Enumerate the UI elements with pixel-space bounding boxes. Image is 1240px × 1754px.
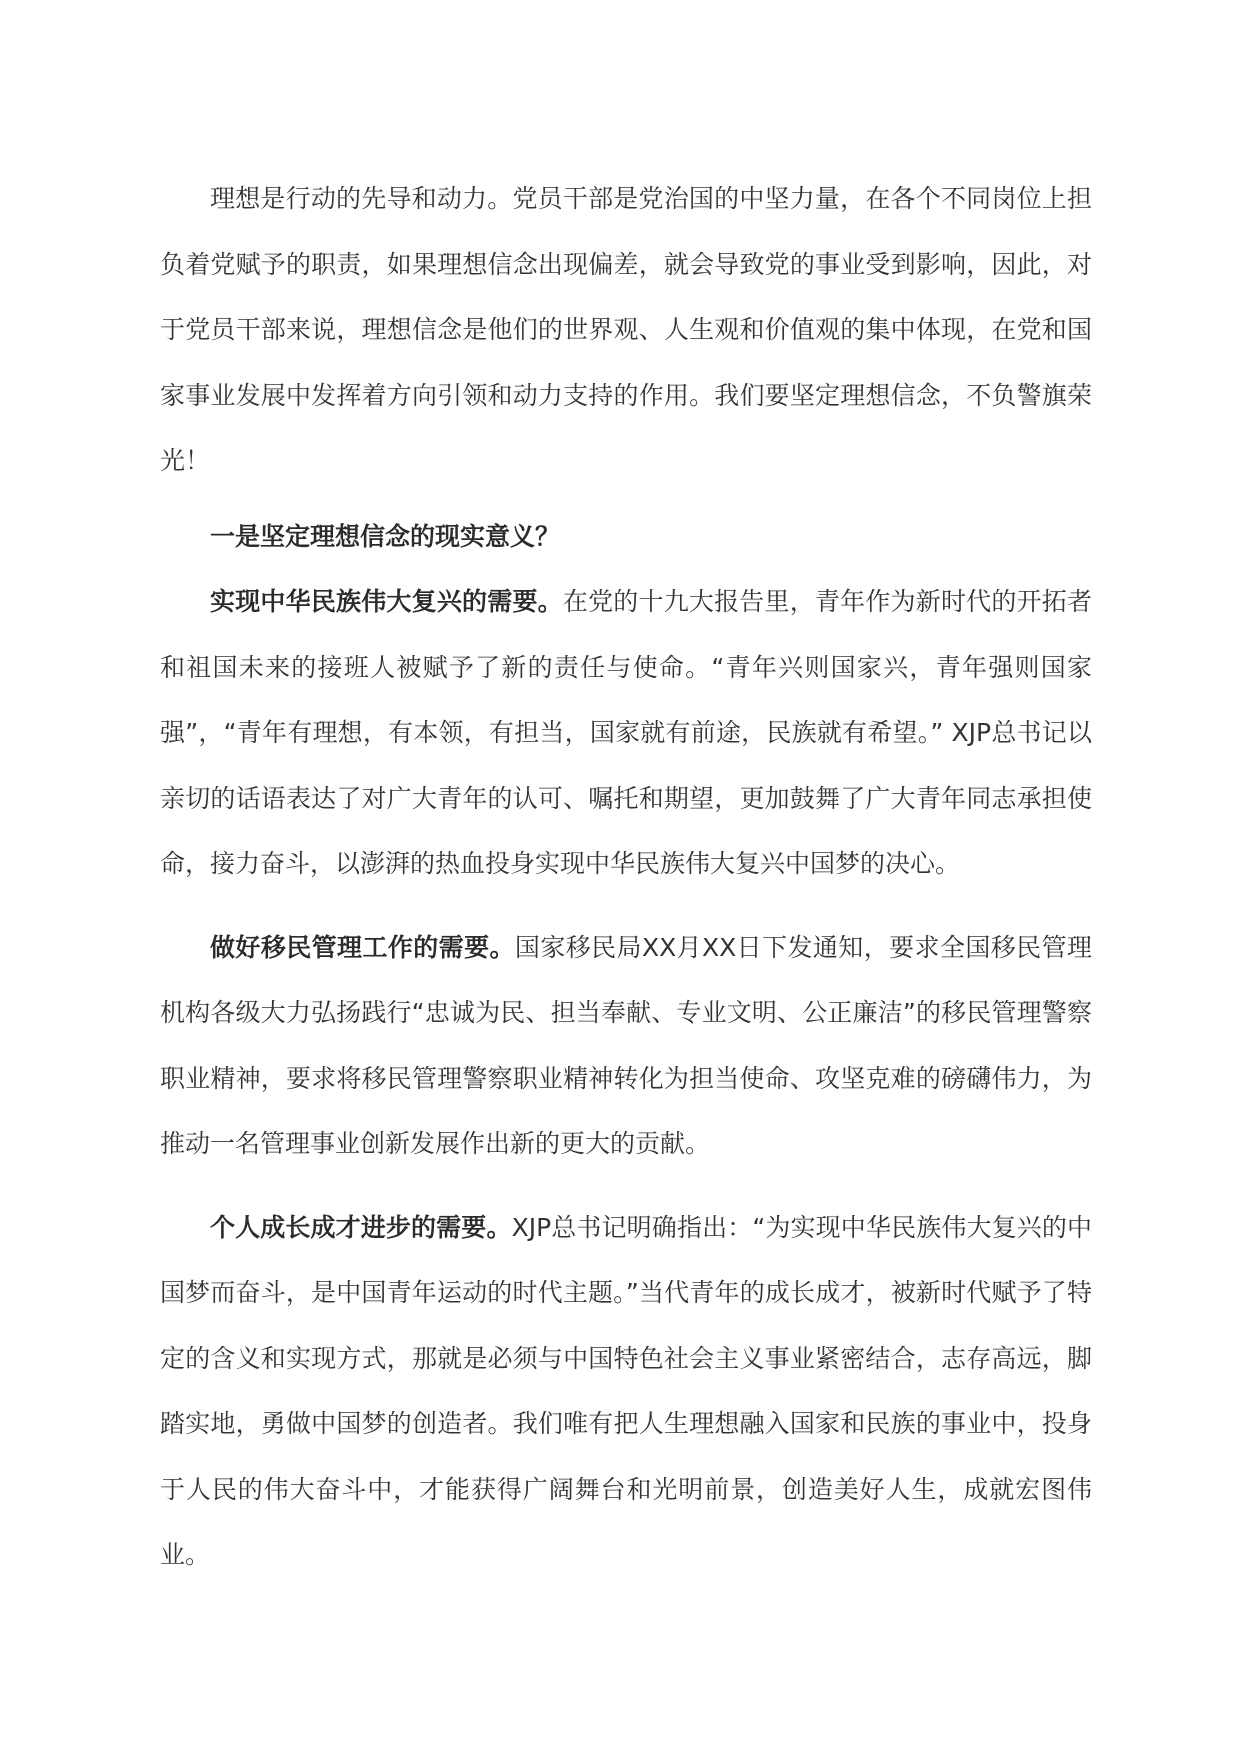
paragraph-lead: 实现中华民族伟大复兴的需要。	[210, 587, 563, 616]
paragraph-lead: 个人成长成才进步的需要。	[210, 1212, 512, 1242]
paragraph-rejuvenation	[160, 569, 1092, 897]
document-body	[160, 166, 1092, 1588]
paragraph-personal-growth	[160, 1195, 1092, 1588]
paragraph-immigration	[160, 915, 1092, 1177]
section-heading: 一是坚定理想信念的现实意义？	[210, 521, 561, 551]
paragraph-text: 在党的十九大报告里，青年作为新时代的开拓者和祖国未来的接班人被赋予了新的责任与使命。“青年兴则国家兴，青年强则国家强”，“青年有理想，有本领，有担当，国家就有前途，民族就有希望。” XJP总书记以亲切的话语表达了对广大青年的认可、嘱托和期望，更加鼓舞了广大青年同志承担使命，接力奋斗，以澎湃的热血投身实现中华民族伟大复兴中国梦的决心。	[160, 587, 1092, 878]
intro-paragraph	[160, 166, 1092, 494]
intro-text: 理想是行动的先导和动力。党员干部是党治国的中坚力量，在各个不同岗位上担负着党赋予的职责，如果理想信念出现偏差，就会导致党的事业受到影响，因此，对于党员干部来说，理想信念是他们的世界观、人生观和价值观的集中体现，在党和国家事业发展中发挥着方向引领和动力支持的作用。我们要坚定理想信念，不负警旗荣光！	[160, 184, 1092, 475]
section-heading-paragraph	[160, 504, 1092, 570]
paragraph-text: 国家移民局XX月XX日下发通知，要求全国移民管理机构各级大力弘扬践行“忠诚为民、担当奉献、专业文明、公正廉洁”的移民管理警察职业精神，要求将移民管理警察职业精神转化为担当使命、攻坚克难的磅礴伟力，为推动一名管理事业创新发展作出新的更大的贡献。	[160, 932, 1092, 1158]
paragraph-text: XJP总书记明确指出：“为实现中华民族伟大复兴的中国梦而奋斗，是中国青年运动的时代主题。”当代青年的成长成才，被新时代赋予了特定的含义和实现方式，那就是必须与中国特色社会主义事业紧密结合，志存高远，脚踏实地，勇做中国梦的创造者。我们唯有把人生理想融入国家和民族的事业中，投身于人民的伟大奋斗中，才能获得广阔舞台和光明前景，创造美好人生，成就宏图伟业。	[160, 1212, 1092, 1569]
paragraph-lead: 做好移民管理工作的需要。	[210, 932, 515, 962]
